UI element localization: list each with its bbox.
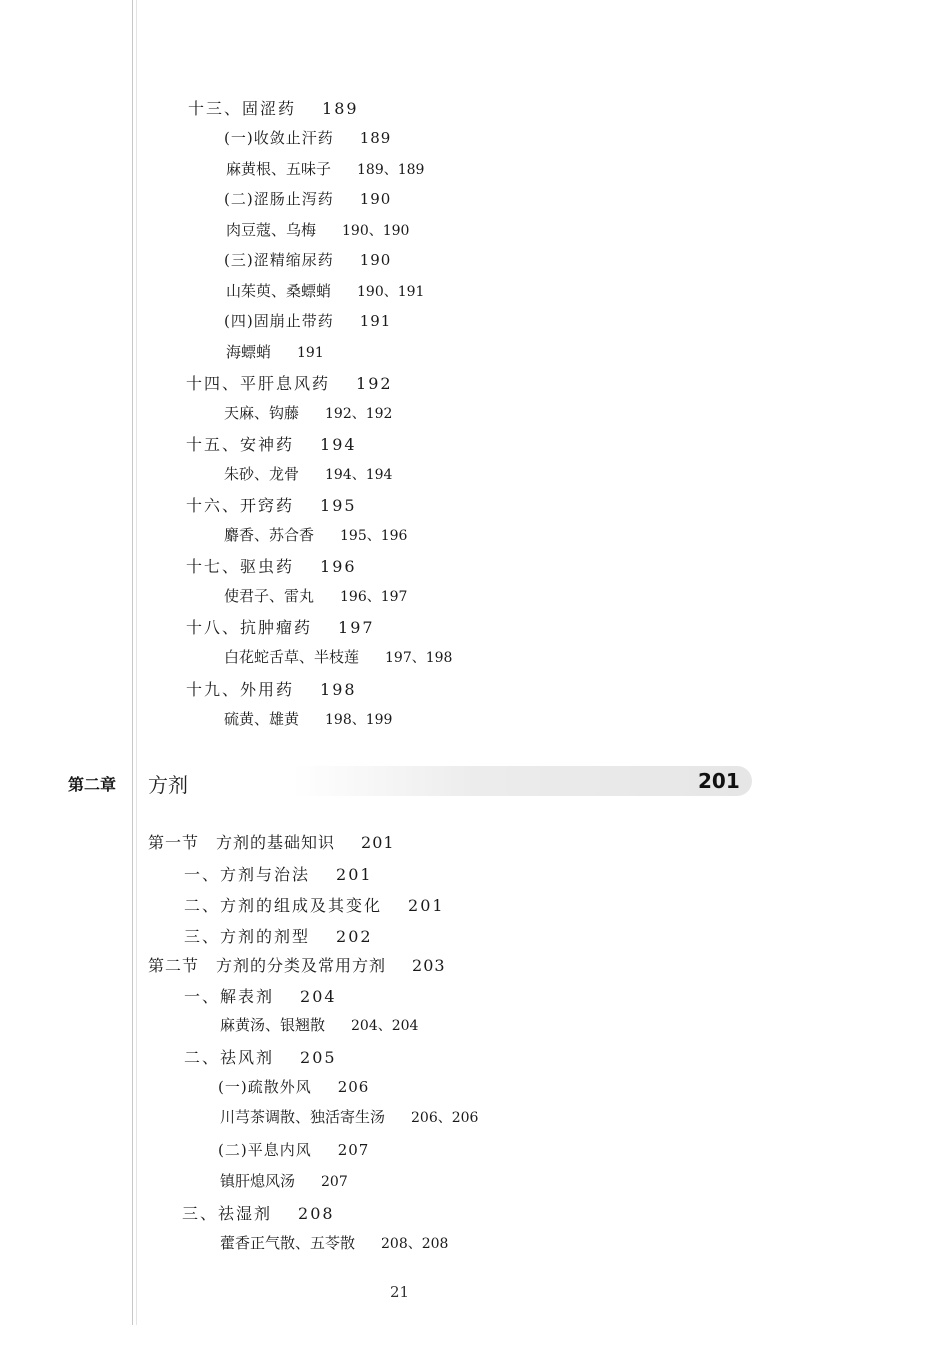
toc-entry [182, 1206, 335, 1222]
toc-entry-title: 麻黄根、五味子 [226, 160, 332, 178]
toc-entry-title: (二)平息内风 [218, 1141, 312, 1159]
toc-entry-page: 194、194 [325, 467, 393, 483]
toc-entry-page: 195、196 [340, 528, 408, 544]
toc-entry [226, 345, 324, 360]
toc-entry-page: 189 [322, 99, 359, 118]
toc-entry [188, 101, 359, 117]
toc-entry-page: 208 [298, 1204, 335, 1223]
toc-entry-page: 192 [356, 374, 393, 393]
toc-entry-title: 白花蛇舌草、半枝莲 [224, 648, 360, 666]
margin-rule-inner [136, 0, 137, 1325]
toc-entry-page: 198 [320, 680, 357, 699]
toc-entry-page: 189、189 [357, 162, 425, 178]
toc-entry-title: 二、祛风剂 [184, 1048, 275, 1067]
toc-entry-title: 十四、平肝息风药 [186, 374, 331, 393]
toc-entry [220, 1236, 448, 1251]
toc-entry-page: 206、206 [411, 1110, 479, 1126]
toc-entry-title: 十六、开窍药 [186, 496, 295, 515]
toc-entry [220, 1018, 418, 1033]
toc-entry [148, 835, 395, 851]
toc-entry [226, 223, 409, 238]
toc-entry-page: 191 [297, 345, 324, 361]
toc-entry-title: 藿香正气散、五苓散 [220, 1234, 356, 1252]
toc-entry-title: 麝香、苏合香 [224, 526, 315, 544]
toc-entry-page: 196、197 [340, 589, 408, 605]
toc-entry-title: 十三、固涩药 [188, 99, 297, 118]
toc-entry-page: 208、208 [381, 1236, 449, 1252]
chapter-label: 第二章 [68, 775, 117, 794]
toc-entry [184, 898, 445, 914]
toc-entry-page: 191 [359, 312, 392, 330]
toc-entry-page: 190、190 [342, 223, 410, 239]
chapter-page-number: 201 [698, 769, 740, 793]
toc-entry [184, 929, 373, 945]
toc-entry-title: 三、祛湿剂 [182, 1204, 273, 1223]
toc-entry [186, 620, 375, 636]
toc-entry-title: 三、方剂的剂型 [184, 927, 311, 946]
toc-entry-title: 山茱萸、桑螵蛸 [226, 282, 332, 300]
toc-entry-page: 190 [359, 190, 392, 208]
toc-entry-title: 镇肝熄风汤 [220, 1172, 296, 1190]
toc-entry [186, 682, 357, 698]
toc-entry [186, 498, 357, 514]
toc-entry [184, 867, 373, 883]
toc-entry [218, 1080, 369, 1095]
toc-entry-page: 194 [320, 435, 357, 454]
toc-entry-title: (一)疏散外风 [218, 1078, 312, 1096]
toc-entry-title: 硫黄、雄黄 [224, 710, 300, 728]
toc-entry [186, 376, 393, 392]
toc-entry [224, 712, 392, 727]
toc-entry-title: 第二节 方剂的分类及常用方剂 [148, 956, 387, 975]
toc-entry [184, 989, 337, 1005]
toc-entry [226, 284, 424, 299]
toc-entry-title: 使君子、雷丸 [224, 587, 315, 605]
toc-entry [224, 253, 391, 268]
toc-entry [226, 162, 424, 177]
toc-entry [186, 559, 357, 575]
toc-entry-title: 十九、外用药 [186, 680, 295, 699]
toc-entry [224, 650, 452, 665]
toc-entry-title: 一、解表剂 [184, 987, 275, 1006]
toc-entry [224, 131, 391, 146]
toc-entry [220, 1110, 478, 1125]
toc-entry-title: 第一节 方剂的基础知识 [148, 833, 336, 852]
toc-entry-page: 189 [359, 129, 392, 147]
margin-rule [132, 0, 133, 1325]
toc-entry-page: 201 [408, 896, 445, 915]
toc-entry-page: 196 [320, 557, 357, 576]
toc-entry [224, 314, 391, 329]
toc-entry-title: 肉豆蔻、乌梅 [226, 221, 317, 239]
toc-entry-page: 202 [336, 927, 373, 946]
toc-entry-page: 203 [412, 956, 446, 975]
toc-entry [224, 192, 391, 207]
toc-entry-page: 201 [361, 833, 395, 852]
toc-entry [224, 528, 407, 543]
toc-entry-page: 190、191 [357, 284, 425, 300]
toc-entry-title: 一、方剂与治法 [184, 865, 311, 884]
toc-entry-title: 十七、驱虫药 [186, 557, 295, 576]
toc-entry-title: (四)固崩止带药 [224, 312, 334, 330]
toc-entry-page: 207 [321, 1174, 348, 1190]
chapter-heading-bar [140, 766, 752, 796]
toc-entry [224, 406, 392, 421]
toc-entry-page: 207 [337, 1141, 370, 1159]
toc-entry-title: 朱砂、龙骨 [224, 465, 300, 483]
toc-entry-page: 195 [320, 496, 357, 515]
toc-entry-title: (二)涩肠止泻药 [224, 190, 334, 208]
toc-entry-page: 197 [338, 618, 375, 637]
toc-entry-title: 川芎茶调散、独活寄生汤 [220, 1108, 386, 1126]
toc-entry-page: 192、192 [325, 406, 393, 422]
toc-entry-title: 麻黄汤、银翘散 [220, 1016, 326, 1034]
toc-entry-page: 197、198 [385, 650, 453, 666]
toc-entry-title: 二、方剂的组成及其变化 [184, 896, 383, 915]
toc-entry [224, 467, 392, 482]
chapter-title: 方剂 [148, 773, 188, 797]
toc-entry-page: 204 [300, 987, 337, 1006]
toc-entry-page: 201 [336, 865, 373, 884]
toc-entry [186, 437, 357, 453]
toc-entry-title: 海螵蛸 [226, 343, 272, 361]
toc-entry [184, 1050, 337, 1066]
toc-entry-page: 205 [300, 1048, 337, 1067]
toc-entry-title: (一)收敛止汗药 [224, 129, 334, 147]
toc-entry-page: 204、204 [351, 1018, 419, 1034]
page-footer-number: 21 [390, 1283, 410, 1301]
toc-entry-page: 198、199 [325, 712, 393, 728]
toc-entry [224, 589, 407, 604]
toc-entry [148, 958, 446, 974]
toc-entry [220, 1174, 348, 1189]
toc-entry [218, 1143, 369, 1158]
toc-entry-title: 十八、抗肿瘤药 [186, 618, 313, 637]
toc-entry-title: (三)涩精缩尿药 [224, 251, 334, 269]
toc-entry-page: 206 [337, 1078, 370, 1096]
toc-entry-title: 十五、安神药 [186, 435, 295, 454]
toc-entry-page: 190 [359, 251, 392, 269]
toc-entry-title: 天麻、钩藤 [224, 404, 300, 422]
